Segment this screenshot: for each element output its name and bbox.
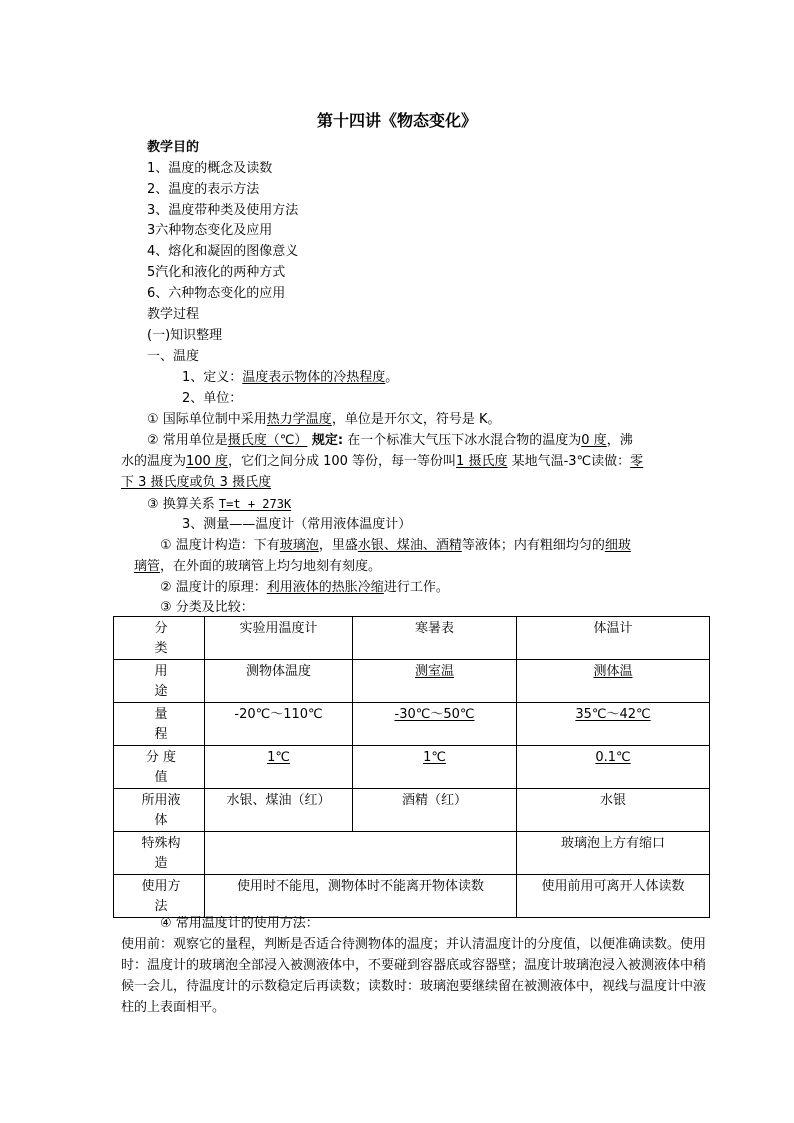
cell-value: 0.1℃ (595, 750, 631, 765)
text-run: ，在外面的玻璃管上均匀地刻有刻度。 (160, 559, 382, 574)
principle-line (160, 578, 449, 598)
text-run: ② 常用单位是 (147, 433, 228, 448)
conversion-formula: T=t + 273K (218, 497, 292, 511)
structure-line-1 (160, 536, 631, 556)
row-header-cell (114, 832, 205, 875)
table-cell (353, 660, 517, 703)
definition-line (182, 368, 398, 388)
cell-value: 使用前用可离开人体读数 (541, 879, 685, 894)
cell-value: 1℃ (423, 750, 446, 765)
table-cell (205, 746, 353, 789)
row-header-cell (114, 617, 205, 660)
section-heading: 一、温度 (147, 349, 200, 364)
column-header-cell (353, 617, 517, 660)
table-cell (205, 789, 353, 832)
row-header: 分 度 值 (145, 750, 177, 785)
page-title: 第十四讲《物态变化》 (316, 111, 477, 130)
text-run: 在一个标准大气压下冰水混合物的温度为 (343, 433, 582, 448)
table-row (114, 746, 710, 789)
measure-heading: 3、测量——温度计（常用液体温度计） (182, 517, 412, 532)
common-unit-line-1 (147, 431, 633, 451)
cell-value: 测物体温度 (245, 664, 311, 679)
text-run: 。 (385, 370, 399, 385)
unit-line: 2、单位： (182, 391, 243, 406)
text-run: ，里盛 (318, 538, 358, 553)
text-run: ，单位是开尔文，符号是 K。 (331, 412, 501, 427)
table-cell (353, 703, 517, 746)
text-run: 等液体；内有粗细均匀的 (461, 538, 605, 553)
row-header-cell (114, 660, 205, 703)
underlined-term: 摄氏度（℃） (227, 433, 308, 448)
cell-value: 35℃～42℃ (575, 707, 651, 722)
table-cell (205, 832, 517, 875)
cell-value: 水银、煤油（红） (226, 793, 331, 808)
underlined-term: 零 (630, 454, 644, 469)
table-row (114, 832, 710, 875)
text-run: ③ 换算关系 (147, 497, 219, 512)
table-row (114, 703, 710, 746)
objective-item: 1、温度的概念及读数 (147, 161, 273, 176)
text-run: 进行工作。 (383, 580, 449, 595)
underlined-term: 下 3 摄氏度或负 3 摄氏度 (121, 475, 272, 490)
cell-value: 水银 (599, 793, 626, 808)
text-run: 某地气温-3℃读做： (507, 454, 631, 469)
table-cell (205, 875, 517, 918)
table-row (114, 660, 710, 703)
part-heading: (一)知识整理 (147, 328, 223, 343)
row-header-cell (114, 746, 205, 789)
text-run: ② 温度计的原理： (160, 580, 267, 595)
cell-value: 酒精（红） (401, 793, 467, 808)
underlined-term: 热力学温度 (266, 412, 332, 427)
text-run: 水的温度为 (121, 454, 187, 469)
objective-item: 2、温度的表示方法 (147, 182, 260, 197)
table-cell (517, 660, 710, 703)
text-run: ，它们之间分成 100 等份，每一等份叫 (227, 454, 457, 469)
table-cell (353, 746, 517, 789)
cell-value: -20℃～110℃ (234, 707, 323, 722)
objectives-heading: 教学目的 (147, 140, 200, 155)
underlined-term: 璃管 (134, 559, 161, 574)
table-cell (517, 875, 710, 918)
row-header: 所用液 体 (141, 793, 181, 828)
table-cell (517, 832, 710, 875)
underlined-term: 100 度 (186, 454, 228, 469)
rule-label: 规定: (307, 433, 344, 448)
text-run: ① 国际单位制中采用 (147, 412, 267, 427)
underlined-term: 水银、煤油、酒精 (357, 538, 462, 553)
row-header: 量 程 (154, 707, 168, 742)
cell-value: -30℃～50℃ (394, 707, 475, 722)
column-header-cell (205, 617, 353, 660)
underlined-term: 温度表示物体的冷热程度 (242, 370, 386, 385)
common-unit-line-3 (121, 473, 271, 493)
cell-value: 使用时不能甩，测物体时不能离开物体读数 (236, 879, 484, 894)
text-run: 1、定义： (182, 370, 243, 385)
table-cell (205, 703, 353, 746)
row-header-cell (114, 789, 205, 832)
usage-paragraph: 使用前：观察它的量程，判断是否适合待测物体的温度；并认清温度计的分度值，以便准确读数。使用时：温度计的玻璃泡全部浸入被测液体中，不要碰到容器底或容器壁；温度计玻璃泡浸入被测液体中稍候一会儿，待温度计的示数稳定后再读数；读数时：玻璃泡要继续留在被测液体中，视线与温度计中液柱的上表面相平。 (121, 937, 707, 1015)
conversion-line (147, 494, 291, 515)
table-cell (517, 703, 710, 746)
column-header: 实验用温度计 (239, 621, 318, 636)
table-cell (517, 789, 710, 832)
row-header: 使用方 法 (141, 879, 181, 914)
table-row (114, 789, 710, 832)
si-unit-line (147, 410, 500, 430)
objective-item: 4、熔化和凝固的图像意义 (147, 244, 299, 259)
column-header-cell (517, 617, 710, 660)
cell-value: 1℃ (267, 750, 290, 765)
objective-item: 3六种物态变化及应用 (147, 223, 273, 238)
objective-item: 3、温度带种类及使用方法 (147, 203, 299, 218)
row-header: 特殊构 造 (141, 836, 181, 871)
classify-heading: ③ 分类及比较： (160, 600, 254, 615)
row-header: 分 类 (154, 621, 168, 656)
row-header-cell (114, 875, 205, 918)
cell-value: 测体温 (593, 664, 633, 679)
structure-line-2 (134, 557, 381, 577)
text-run: ① 温度计构造：下有 (160, 538, 280, 553)
cell-value: 玻璃泡上方有缩口 (560, 836, 665, 851)
underlined-term: 玻璃泡 (279, 538, 319, 553)
common-unit-line-2 (121, 452, 643, 472)
underlined-term: 1 摄氏度 (456, 454, 508, 469)
column-header: 寒暑表 (414, 621, 454, 636)
objective-item: 5汽化和液化的两种方式 (147, 265, 286, 280)
cell-value (205, 832, 516, 834)
cell-value: 测室温 (414, 664, 454, 679)
row-header-cell (114, 703, 205, 746)
objective-item: 6、六种物态变化的应用 (147, 286, 286, 301)
process-heading: 教学过程 (147, 307, 200, 322)
table-cell (353, 789, 517, 832)
column-header: 体温计 (593, 621, 633, 636)
usage-heading: ④ 常用温度计的使用方法： (160, 916, 319, 931)
table-cell (205, 660, 353, 703)
underlined-term: 0 度 (581, 433, 607, 448)
row-header: 用 途 (154, 664, 168, 699)
table-cell (517, 746, 710, 789)
underlined-term: 利用液体的热胀冷缩 (266, 580, 384, 595)
text-run: ，沸 (606, 433, 633, 448)
table-row (114, 617, 710, 660)
table-row (114, 875, 710, 918)
underlined-term: 细玻 (604, 538, 631, 553)
thermometer-comparison-table (113, 616, 710, 918)
